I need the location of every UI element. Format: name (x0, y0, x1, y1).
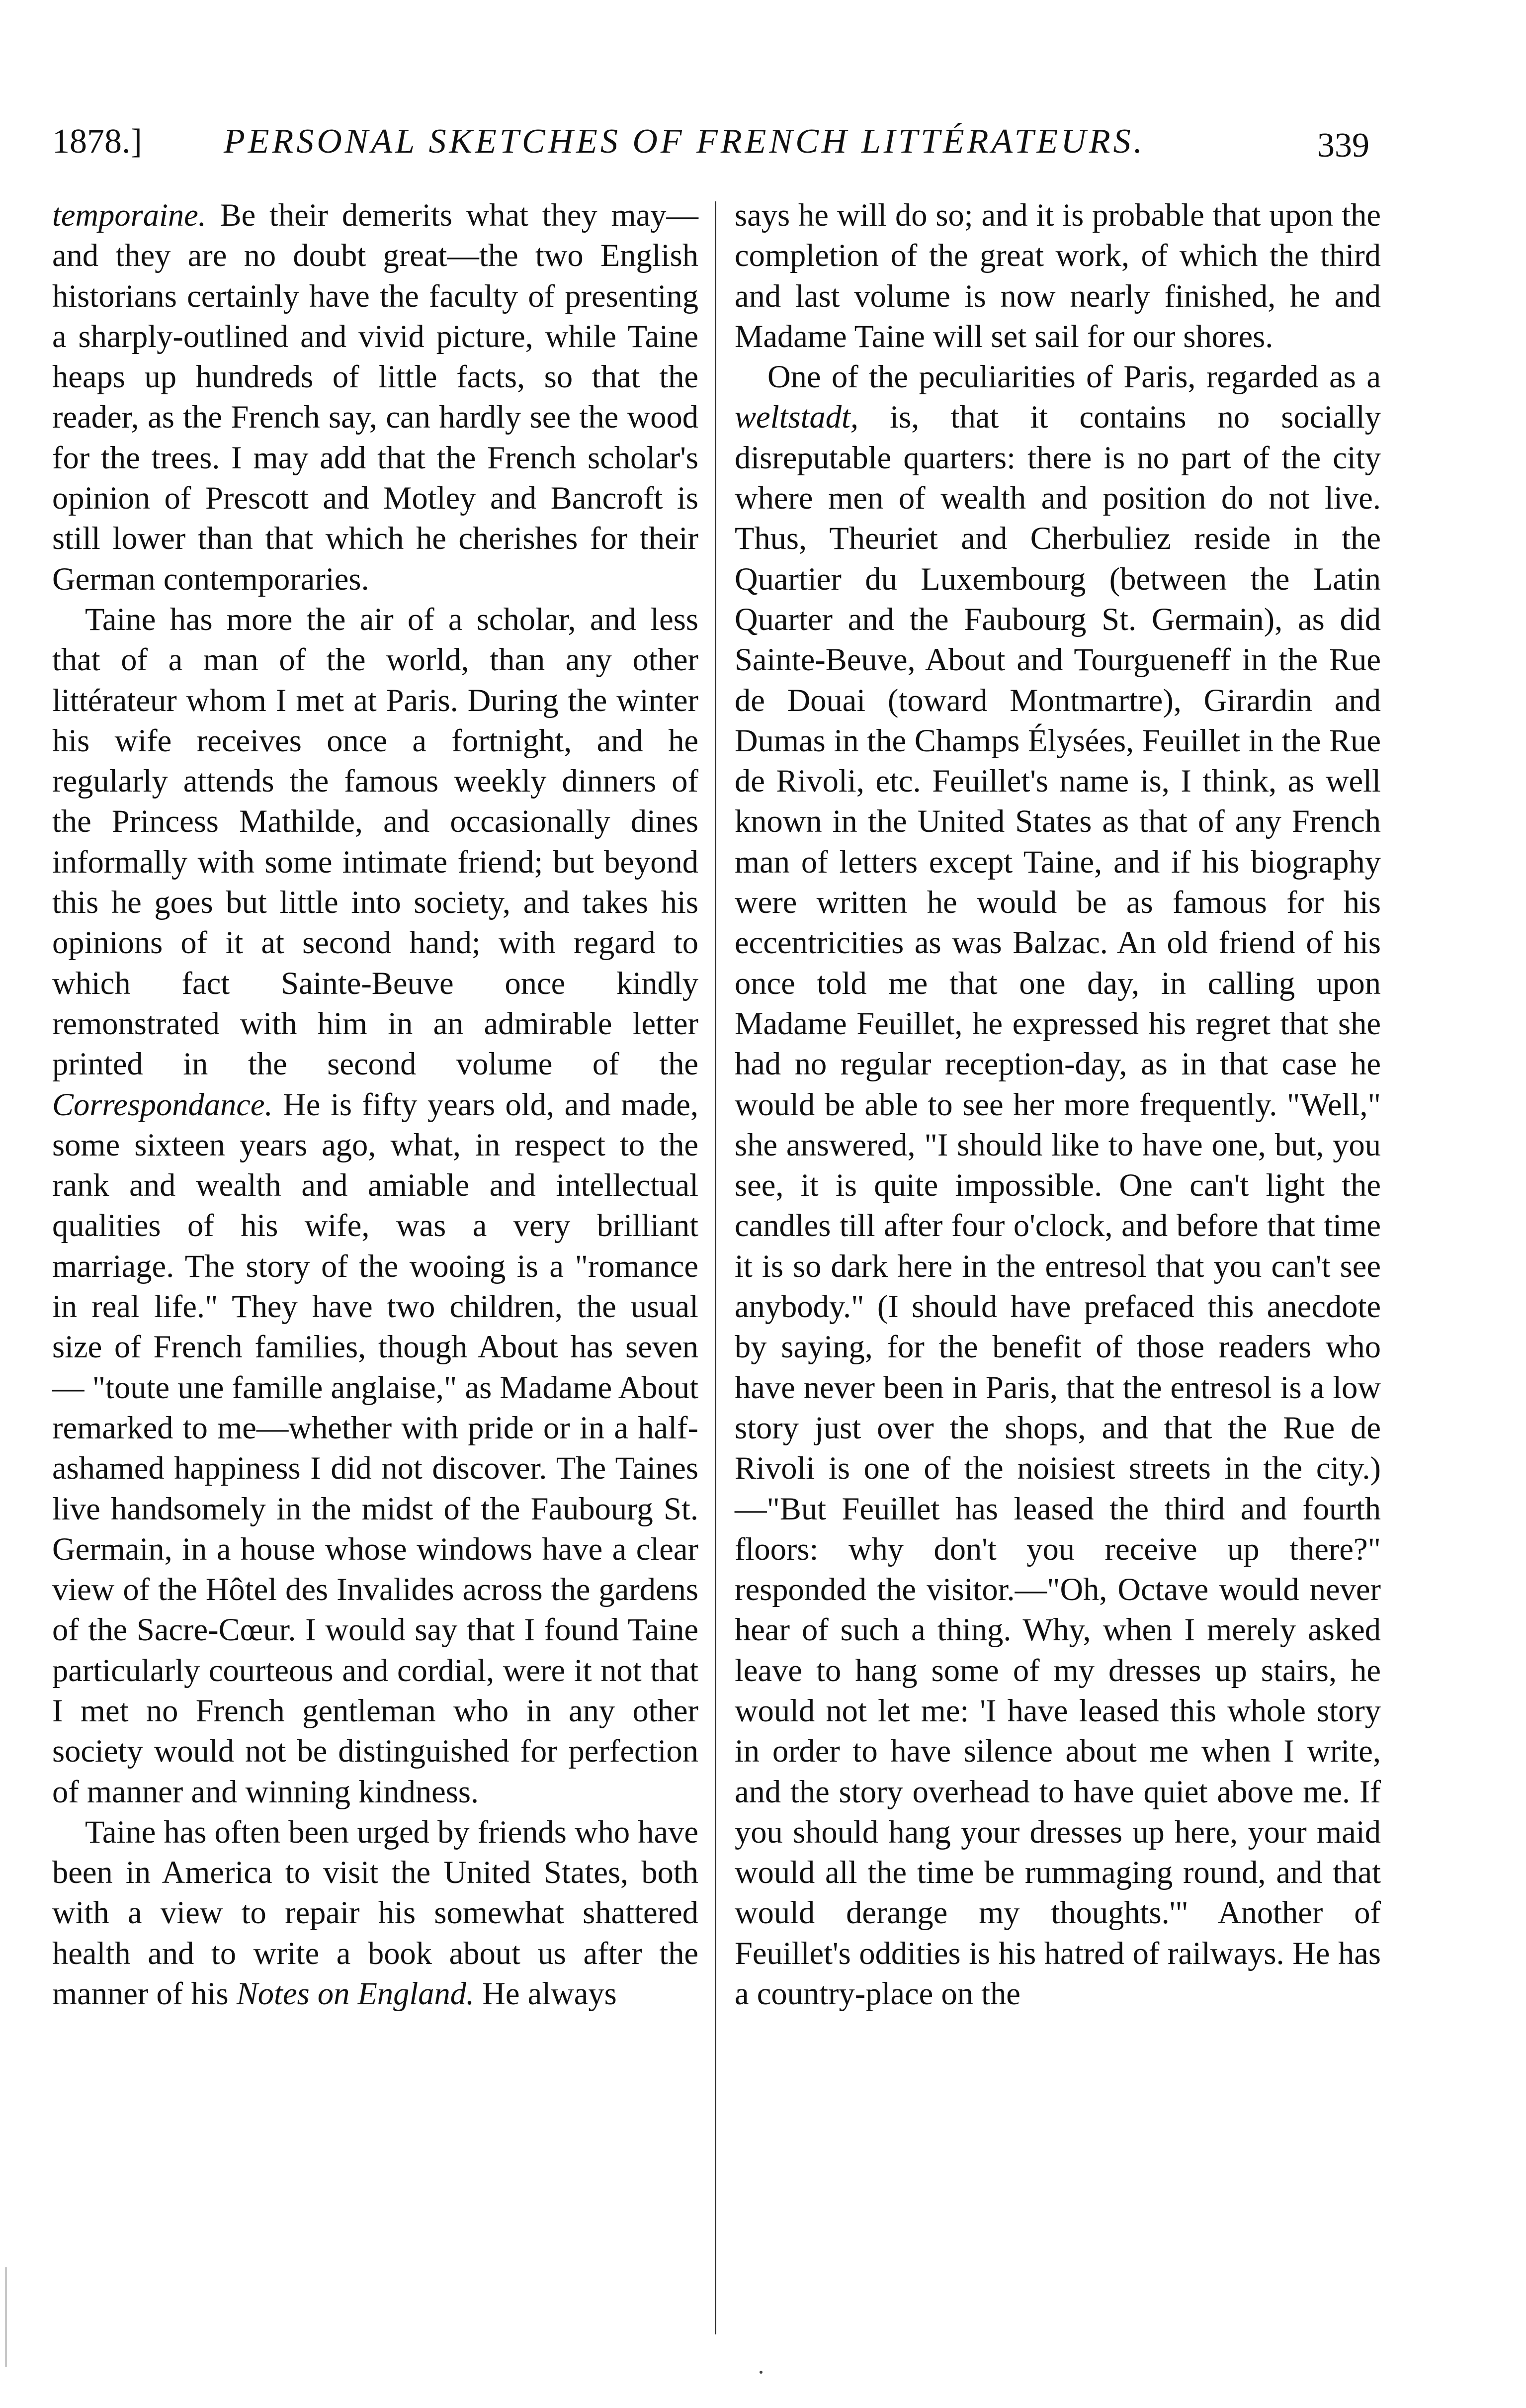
right-paragraph-2 (735, 357, 1381, 2014)
italic-word: weltstadt, (735, 399, 859, 435)
paragraph-text: One of the peculiarities of Paris, regarded as a (767, 359, 1381, 395)
left-paragraph-1 (52, 195, 698, 599)
left-paragraph-3 (52, 1812, 698, 2014)
paragraph-text: He always (474, 1976, 617, 2012)
italic-title: Correspondance. (52, 1086, 273, 1122)
italic-title: Notes on England. (236, 1976, 475, 2012)
paragraph-text: Taine has more the air of a scholar, and less that of a man of the world, than any other littérateur whom I met at Paris. During the winter his wife receives once a fortnight, and he regularly attends the famous weekly dinners of the Princess Mathilde, and occasionally dines informally with some intimate friend; but beyond this he goes but little into society, and takes his opinions of it at second hand; with regard to which fact Sainte-Beuve once kindly remonstrated with him in an admirable letter printed in the second volume of the (52, 601, 698, 1082)
left-paragraph-2 (52, 599, 698, 1812)
scan-margin-mark (5, 2267, 7, 2367)
paragraph-text: is, that it contains no socially disreputable quarters: there is no part of the city where men of wealth and position do not live. Thus, Theuriet and Cherbuliez reside in the Quartier du Luxembourg (between the Latin Quarter and the Faubourg St. Germain), as did Sainte-Beuve, About and Tourgueneff in the Rue de Douai (toward Montmartre), Girardin and Dumas in the Champs Élysées, Feuillet in the Rue de Rivoli, etc. Feuillet's name is, I think, as well known in the United States as that of any French man of letters except Taine, and if his biography were written he would be as famous for his eccentricities as was Balzac. An old friend of his once told me that one day, in calling upon Madame Feuillet, he expressed his regret that she had no regular reception-day, as in that case he would be able to see her more frequently. "Well," she answered, "I should like to have one, but, you see, it is quite impossible. One can't light the candles till after four o'clock, and before that time it is so dark here in the entresol that you can't see anybody." (I should have prefaced this anecdote by saying, for the benefit of those readers who have never been in Paris, that the entresol is a low story just over the shops, and that the Rue de Rivoli is one of the noisiest streets in the city.)—"But Feuillet has leased the third and fourth floors: why don't you receive up there?" responded the visitor.—"Oh, Octave would never hear of such a thing. Why, when I merely asked leave to hang some of my dresses up stairs, he would not let me: 'I have leased this whole story in order to have silence about me when I write, and the story overhead to have quiet above me. If you should hang your dresses up here, your maid would all the time be rummaging round, and that would derange my thoughts.'" Another of Feuillet's oddities is his hatred of railways. He has a country-place on the (735, 399, 1381, 2012)
scan-dot (760, 2371, 763, 2374)
italic-word: temporaine. (52, 197, 206, 233)
header-title: PERSONAL SKETCHES OF FRENCH LITTÉRATEURS. (224, 122, 1146, 161)
paragraph-text: says he will do so; and it is probable that upon the completion of the great work, of which the third and last volume is now nearly finished, he and Madame Taine will set sail for our shores. (735, 197, 1381, 354)
paragraph-text: Taine has often been urged by friends who have been in America to visit the United States, both with a view to repair his somewhat shattered health and to write a book about us after the manner of his (52, 1814, 698, 2012)
running-head (52, 114, 1369, 169)
paragraph-text: He is fifty years old, and made, some sixteen years ago, what, in respect to the rank and wealth and amiable and intellectual qualities of his wife, was a very brilliant marriage. The story of the wooing is a "romance in real life." They have two children, the usual size of French families, though About has seven — "toute une famille anglaise," as Madame About remarked to me—whether with pride or in a half-ashamed happiness I did not discover. The Taines live handsomely in the midst of the Faubourg St. Germain, in a house whose windows have a clear view of the Hôtel des Invalides across the gardens of the Sacre-Cœur. I would say that I found Taine particularly courteous and cordial, were it not that I met no French gentleman who in any other society would not be distinguished for perfection of manner and winning kindness. (52, 1086, 698, 1809)
right-column (735, 195, 1381, 2014)
page-number: 339 (1317, 126, 1369, 165)
header-date: 1878.] (52, 122, 142, 161)
column-divider (715, 201, 716, 2334)
right-paragraph-1 (735, 195, 1381, 357)
left-column (52, 195, 698, 2014)
paragraph-text: Be their demerits what they may—and they are no doubt great—the two English historians certainly have the faculty of presenting a sharply-outlined and vivid picture, while Taine heaps up hundreds of little facts, so that the reader, as the French say, can hardly see the wood for the trees. I may add that the French scholar's opinion of Prescott and Motley and Bancroft is still lower than that which he cherishes for their German contemporaries. (52, 197, 698, 597)
